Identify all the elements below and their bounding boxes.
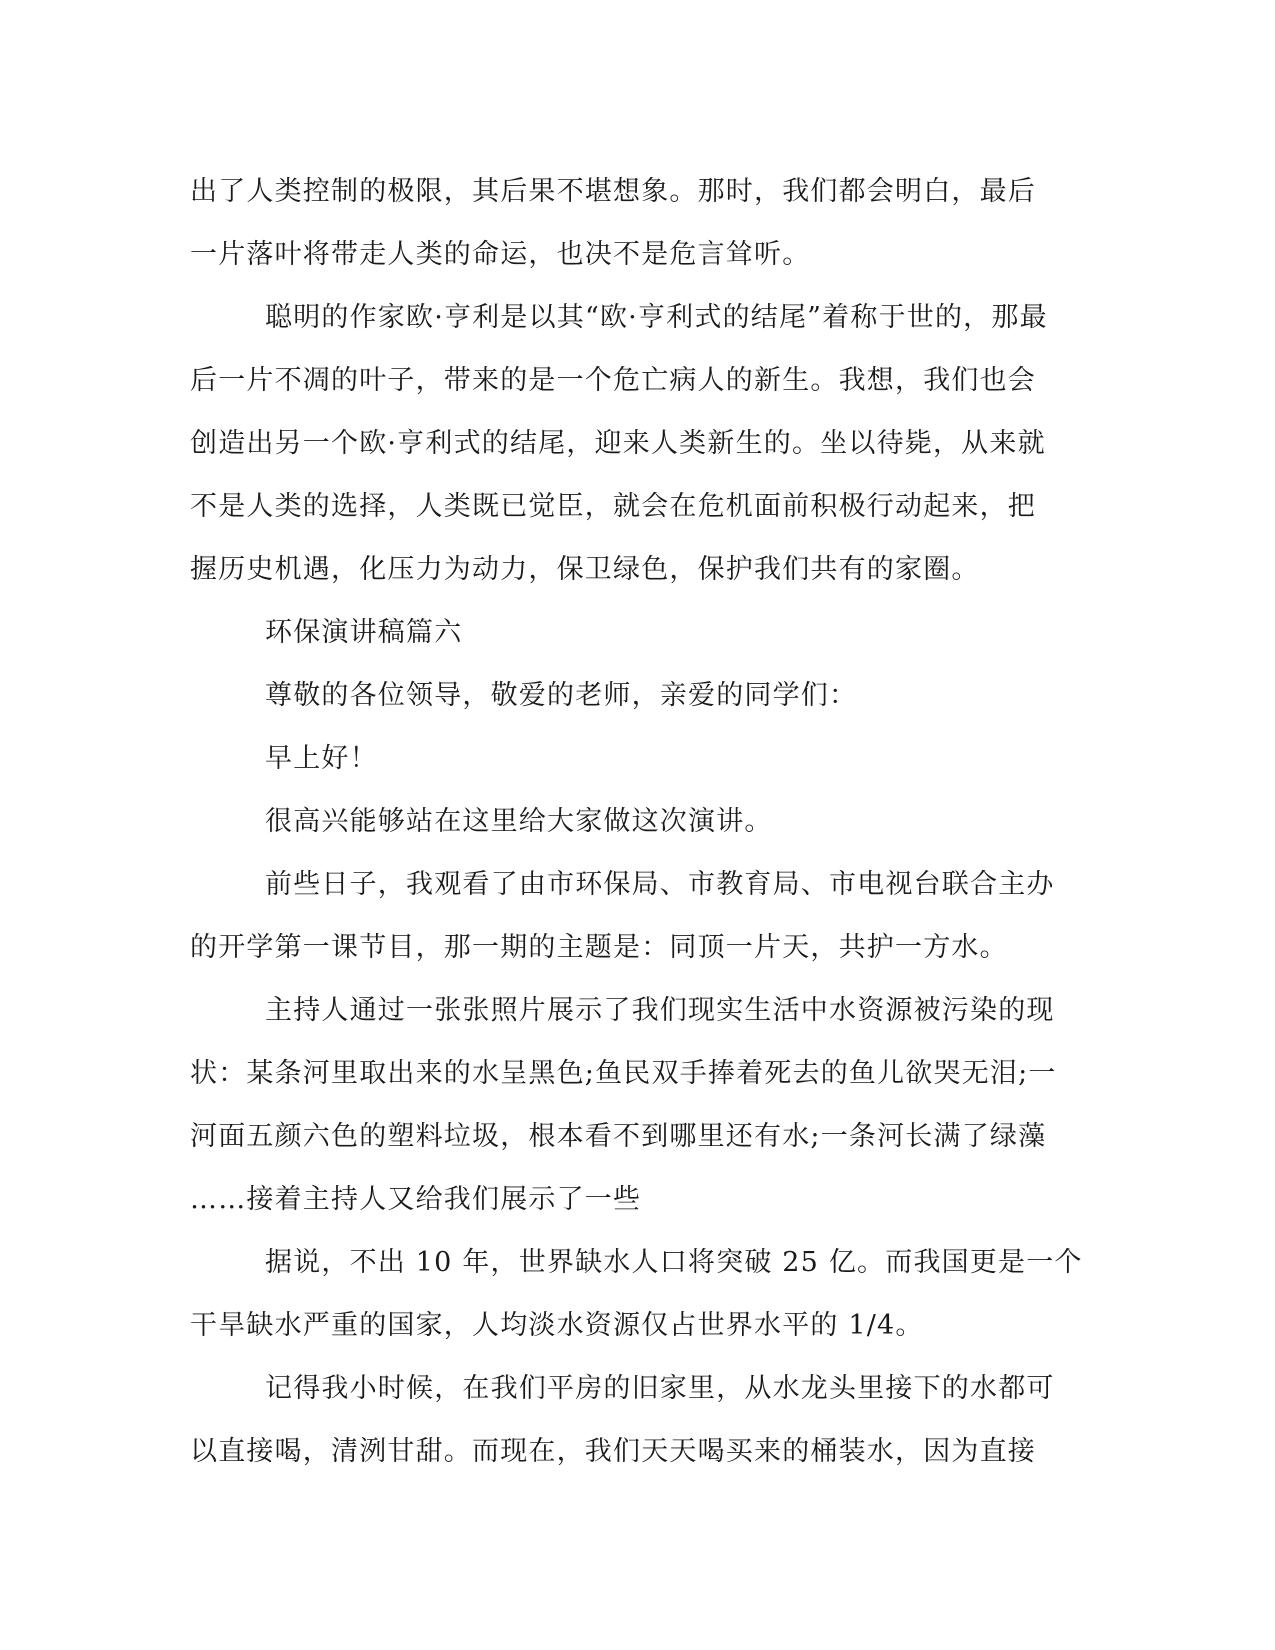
text-line: 环保演讲稿篇六	[265, 617, 463, 648]
text-line: 以直接喝，清洌甘甜。而现在，我们天天喝买来的桶装水，因为直接	[190, 1436, 1036, 1467]
document-body	[190, 160, 1083, 1483]
text-line: 很高兴能够站在这里给大家做这次演讲。	[265, 806, 773, 837]
text-line: 干旱缺水严重的国家，人均淡水资源仅占世界水平的 1/4。	[190, 1310, 924, 1341]
text-line: 的开学第一课节目，那一期的主题是：同顶一片天，共护一方水。	[190, 932, 1008, 963]
text-line: 主持人通过一张张照片展示了我们现实生活中水资源被污染的现	[265, 995, 1055, 1026]
text-line: ……接着主持人又给我们展示了一些	[190, 1184, 642, 1215]
text-line: 握历史机遇，化压力为动力，保卫绿色，保护我们共有的家圈。	[190, 554, 980, 585]
text-line: 记得我小时候，在我们平房的旧家里，从水龙头里接下的水都可	[265, 1373, 1055, 1404]
text-line: 河面五颜六色的塑料垃圾，根本看不到哪里还有水;一条河长满了绿藻	[190, 1121, 1047, 1152]
text-line: 前些日子，我观看了由市环保局、市教育局、市电视台联合主办	[265, 869, 1055, 900]
text-line: 早上好！	[265, 743, 378, 774]
text-line: 出了人类控制的极限，其后果不堪想象。那时，我们都会明白，最后	[190, 176, 1036, 207]
text-line: 状：某条河里取出来的水呈黑色;鱼民双手捧着死去的鱼儿欲哭无泪;一	[190, 1058, 1057, 1089]
text-line: 聪明的作家欧·亨利是以其“欧·亨利式的结尾”着称于世的，那最	[265, 302, 1048, 333]
text-line: 一片落叶将带走人类的命运，也决不是危言耸听。	[190, 239, 811, 270]
text-line: 尊敬的各位领导，敬爱的老师，亲爱的同学们：	[265, 680, 858, 711]
text-line: 据说，不出 10 年，世界缺水人口将突破 25 亿。而我国更是一个	[265, 1247, 1083, 1278]
text-line: 后一片不凋的叶子，带来的是一个危亡病人的新生。我想，我们也会	[190, 365, 1036, 396]
text-line: 不是人类的选择，人类既已觉臣，就会在危机面前积极行动起来，把	[190, 491, 1036, 522]
text-line: 创造出另一个欧·亨利式的结尾，迎来人类新生的。坐以待毙，从来就	[190, 428, 1046, 459]
